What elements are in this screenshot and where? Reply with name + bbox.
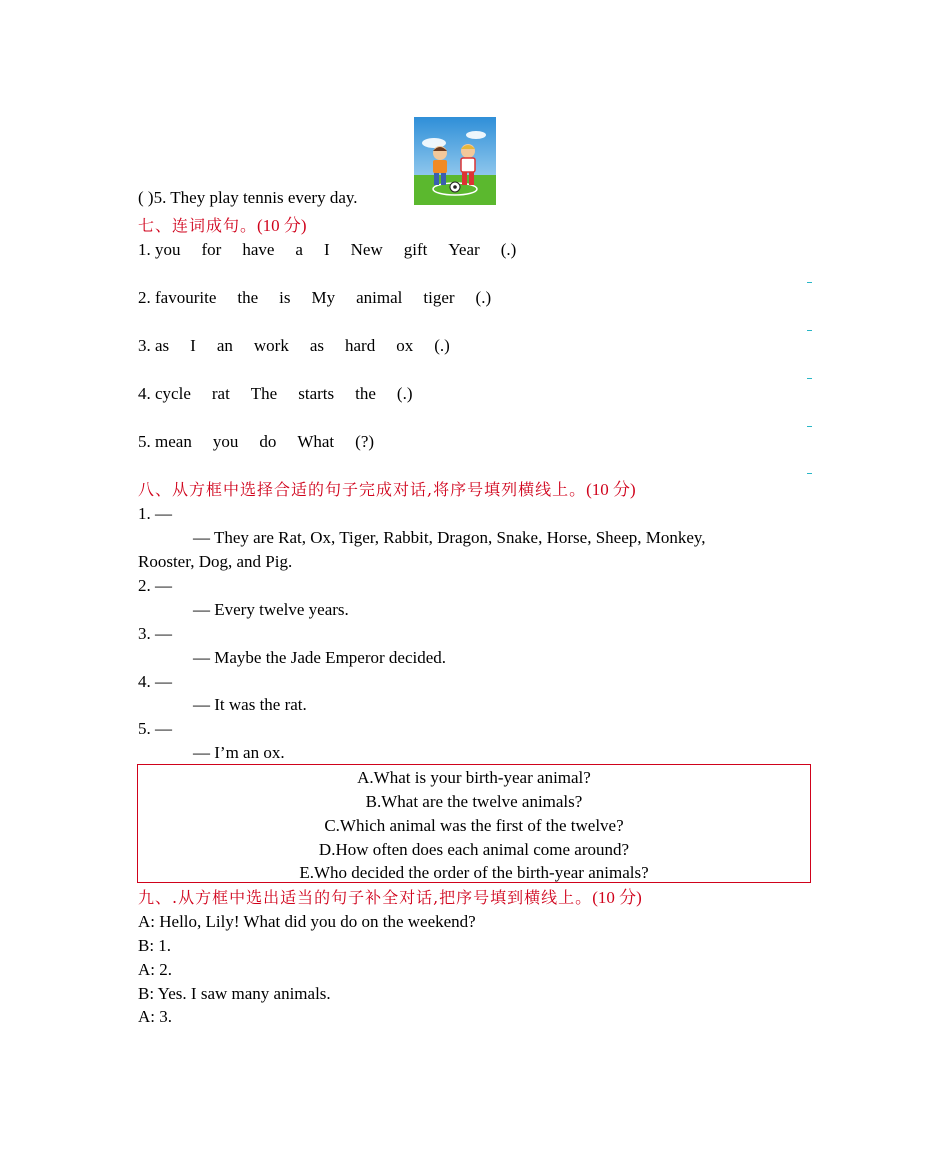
option-c: C.Which animal was the first of the twelve? xyxy=(324,816,624,835)
scrambled-word: you xyxy=(212,432,239,451)
option-a: A.What is your birth-year animal? xyxy=(357,768,591,787)
section-9-heading xyxy=(138,886,642,910)
conversation-line-4: B: Yes. I saw many animals. xyxy=(138,984,331,1003)
scrambled-word: as xyxy=(309,336,325,355)
conversation-line-3: A: 2. xyxy=(138,960,172,979)
scrambled-word: My xyxy=(311,288,336,307)
dialog-2-answer: — Every twelve years. xyxy=(193,600,349,619)
soccer-boys-illustration xyxy=(414,117,496,205)
answer-line-mark xyxy=(807,473,812,474)
scrambled-word: New xyxy=(350,240,383,259)
section-7-heading xyxy=(138,214,307,238)
section-7-title: 七、连词成句。 xyxy=(138,216,258,235)
scrambled-word: (.) xyxy=(500,240,517,259)
answer-line-mark xyxy=(807,378,812,379)
dialog-5-answer: — I’m an ox. xyxy=(193,743,285,762)
reorder-item-1: 1. you for have a I New gift Year (.) xyxy=(138,238,516,262)
dialog-4-question: 4. — xyxy=(138,672,172,691)
dialog-3-question: 3. — xyxy=(138,624,172,643)
reorder-item-2: 2. favourite the is My animal tiger (.) xyxy=(138,286,491,310)
scrambled-word: (.) xyxy=(434,336,450,355)
scrambled-word: (.) xyxy=(396,384,413,403)
scrambled-word: as xyxy=(155,336,170,355)
section-9-title: 九、.从方框中选出适当的句子补全对话,把序号填到横线上。 xyxy=(138,888,593,907)
conversation-line-5: A: 3. xyxy=(138,1007,172,1026)
reorder-item-4: 4. cycle rat The starts the (.) xyxy=(138,382,412,406)
scrambled-word: I xyxy=(323,240,330,259)
section-8-title: 八、从方框中选择合适的句子完成对话,将序号填列横线上。 xyxy=(138,480,587,499)
reorder-item-3: 3. as I an work as hard ox (.) xyxy=(138,334,450,358)
scrambled-word: work xyxy=(253,336,289,355)
scrambled-word: the xyxy=(237,288,259,307)
scrambled-word: do xyxy=(259,432,277,451)
scrambled-word: hard xyxy=(345,336,376,355)
dialog-3-answer: — Maybe the Jade Emperor decided. xyxy=(193,648,447,667)
scrambled-word: animal xyxy=(356,288,403,307)
answer-line-mark xyxy=(807,330,812,331)
reorder-item-5: 5. mean you do What (?) xyxy=(138,430,374,454)
conversation-line-1: A: Hello, Lily! What did you do on the weekend? xyxy=(138,912,476,931)
section-9-score: (10 分) xyxy=(592,888,642,907)
scrambled-word: a xyxy=(295,240,303,259)
scrambled-word: mean xyxy=(155,432,192,451)
scrambled-word: rat xyxy=(211,384,230,403)
scrambled-word: have xyxy=(242,240,275,259)
scrambled-word: you xyxy=(155,240,181,259)
scrambled-word: tiger xyxy=(423,288,455,307)
scrambled-word: favourite xyxy=(155,288,217,307)
option-e: E.Who decided the order of the birth-year animals? xyxy=(299,863,649,882)
question-5: ( )5. They play tennis every day. xyxy=(138,188,358,207)
section-7-score: (10 分) xyxy=(257,216,307,235)
option-d: D.How often does each animal come around? xyxy=(318,840,630,859)
scrambled-word: for xyxy=(201,240,222,259)
scrambled-word: cycle xyxy=(155,384,191,403)
option-b: B.What are the twelve animals? xyxy=(365,792,583,811)
scrambled-word: ox xyxy=(396,336,414,355)
scrambled-word: starts xyxy=(298,384,335,403)
scrambled-word: (?) xyxy=(355,432,375,451)
scrambled-word: I xyxy=(190,336,196,355)
scrambled-word: is xyxy=(279,288,291,307)
dialog-5-question: 5. — xyxy=(138,719,172,738)
scrambled-word: (.) xyxy=(475,288,492,307)
dialog-4-answer: — It was the rat. xyxy=(193,695,307,714)
answer-line-mark xyxy=(807,282,812,283)
conversation-line-2: B: 1. xyxy=(138,936,172,955)
scrambled-word: an xyxy=(216,336,233,355)
section-8-heading xyxy=(138,478,636,502)
scrambled-word: the xyxy=(355,384,376,403)
answer-line-mark xyxy=(807,426,812,427)
section-8-score: (10 分) xyxy=(586,480,636,499)
scrambled-word: What xyxy=(297,432,335,451)
options-box xyxy=(137,764,811,883)
dialog-1-answer: — They are Rat, Ox, Tiger, Rabbit, Dragon, Snake, Horse, Sheep, Monkey, xyxy=(193,528,706,547)
dialog-2-question: 2. — xyxy=(138,576,172,595)
dialog-1-question: 1. — xyxy=(138,504,172,523)
dialog-1-answer-cont: Rooster, Dog, and Pig. xyxy=(138,552,293,571)
scrambled-word: Year xyxy=(448,240,480,259)
scrambled-word: gift xyxy=(403,240,428,259)
scrambled-word: The xyxy=(250,384,278,403)
